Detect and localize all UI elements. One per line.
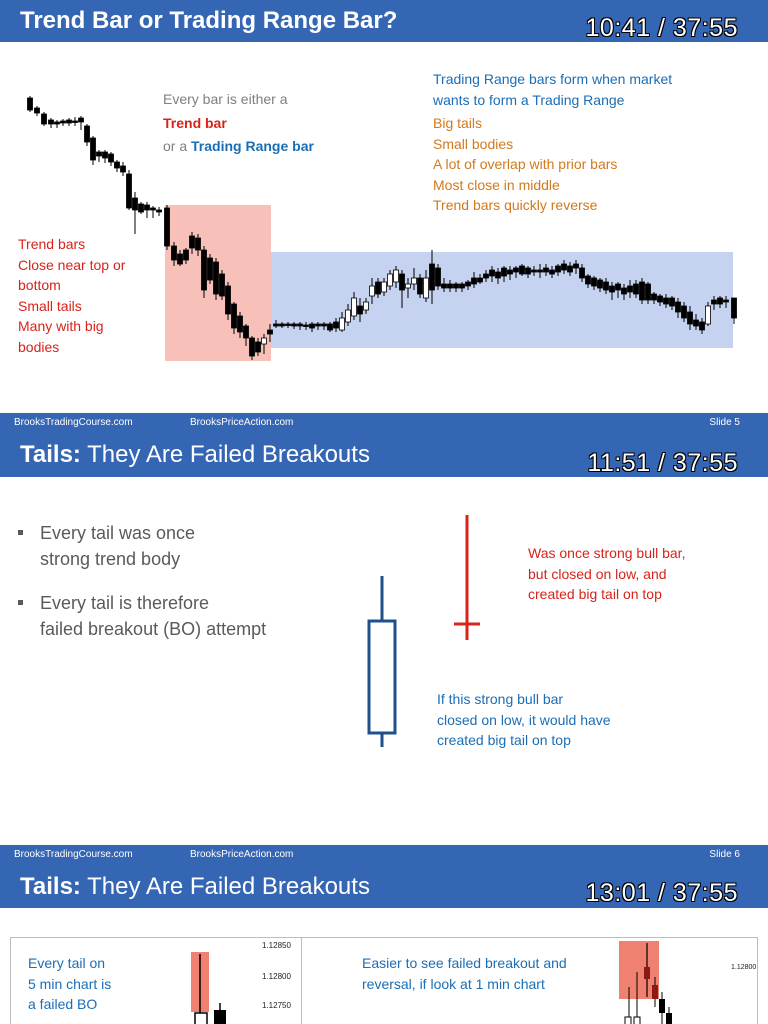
candle-body xyxy=(472,278,477,284)
candle-body xyxy=(316,324,321,326)
candle-body xyxy=(97,152,102,156)
candle-body xyxy=(109,154,114,162)
bullet-item xyxy=(18,520,266,572)
candle-body xyxy=(226,286,231,314)
trend-point: Close near top or xyxy=(18,256,126,273)
candle-body xyxy=(682,306,687,318)
candle-body xyxy=(454,284,459,288)
candle-body xyxy=(157,210,162,212)
candle-body xyxy=(208,258,213,280)
candle-body xyxy=(622,288,627,294)
candle-body xyxy=(370,286,375,296)
video-timer: 11:51 / 37:55 xyxy=(587,449,738,477)
bullet-marker xyxy=(18,530,23,535)
tr-heading-line: Trading Range bars form when market xyxy=(433,71,673,87)
video-timer: 10:41 / 37:55 xyxy=(585,14,738,42)
candle-body xyxy=(127,174,132,208)
title-bold: Tails: xyxy=(20,441,81,468)
candle-body xyxy=(514,268,519,272)
candle-body xyxy=(196,238,201,250)
bullet-item xyxy=(18,590,266,642)
slide-number: Slide 5 xyxy=(709,417,740,428)
candle-body xyxy=(184,250,189,260)
candle-body xyxy=(232,304,237,328)
trend-point: Small tails xyxy=(18,297,82,314)
note-line: closed on low, it would have xyxy=(437,711,611,728)
candle-body xyxy=(190,236,195,248)
candle-body xyxy=(352,298,357,316)
candle-body xyxy=(298,324,303,326)
note-line: a failed BO xyxy=(28,996,98,1012)
candle-body xyxy=(634,284,639,294)
trading-range-bar-label: Trading Range bar xyxy=(191,138,314,154)
note-line: If this strong bull bar xyxy=(437,691,564,707)
slide-7-title-bar xyxy=(0,865,768,908)
candle-body xyxy=(406,284,411,288)
candle-body xyxy=(238,316,243,332)
trading-range-points xyxy=(433,113,617,216)
candle-body xyxy=(151,208,156,210)
candle-body xyxy=(274,324,279,326)
candle-body xyxy=(286,324,291,326)
candle-body xyxy=(706,306,711,324)
candle-body xyxy=(732,298,737,318)
candle-body xyxy=(103,152,108,158)
candle-body xyxy=(424,278,429,298)
candle-body xyxy=(670,298,675,306)
candle-body xyxy=(55,122,60,124)
candle-body xyxy=(700,322,705,330)
candle-body xyxy=(659,999,665,1013)
bullet-line: failed breakout (BO) attempt xyxy=(40,619,267,639)
candle-body xyxy=(442,284,447,288)
candle-body xyxy=(334,322,339,328)
slide-5-footer xyxy=(0,413,768,433)
candle-body xyxy=(42,114,47,124)
candle-body xyxy=(412,278,417,284)
candle-body xyxy=(67,120,72,123)
candle-body xyxy=(165,208,170,246)
price-label: 1.12850 xyxy=(262,941,291,950)
candle-body xyxy=(598,280,603,288)
price-label: 1.12800 xyxy=(731,964,757,971)
candle-body xyxy=(310,324,315,328)
candle-body xyxy=(202,250,207,290)
candle-body xyxy=(268,330,273,334)
candle-body xyxy=(644,967,650,979)
candle-body xyxy=(214,1010,226,1024)
candle-body xyxy=(502,268,507,276)
bullet-line: Every tail is therefore xyxy=(40,593,210,613)
candle-body xyxy=(115,162,120,168)
candle-body xyxy=(634,1017,640,1024)
candle-body xyxy=(430,264,435,290)
candle-body xyxy=(364,302,369,310)
slide-6-title xyxy=(20,441,370,469)
candle-body xyxy=(79,118,84,122)
five-min-note xyxy=(28,953,111,1015)
slide-6-footer xyxy=(0,845,768,865)
candle-body xyxy=(496,272,501,278)
candle-body xyxy=(195,1013,207,1024)
candle-body xyxy=(574,264,579,268)
footer-site-2: BrooksPriceAction.com xyxy=(190,417,294,428)
chart-divider xyxy=(301,937,302,1024)
bullet-line: strong trend body xyxy=(40,549,181,569)
candle-body xyxy=(178,254,183,264)
footer-site-1: BrooksTradingCourse.com xyxy=(14,849,133,860)
candle-body xyxy=(526,268,531,274)
candle-body xyxy=(532,270,537,272)
candle-body xyxy=(256,342,261,352)
candle-body xyxy=(508,270,513,274)
candle-body xyxy=(388,274,393,286)
candle-body xyxy=(666,1013,672,1024)
red-candle-note xyxy=(528,543,685,605)
title-rest: They Are Failed Breakouts xyxy=(80,873,370,900)
candle-body xyxy=(484,274,489,278)
candle-body xyxy=(592,278,597,286)
candle-body xyxy=(133,198,138,210)
bullet-line: Every tail was once xyxy=(40,523,196,543)
slide-5-title: Trend Bar or Trading Range Bar? xyxy=(20,7,398,34)
note-line: but closed on low, and xyxy=(528,565,667,582)
candle-body xyxy=(244,326,249,338)
note-line: Was once strong bull bar, xyxy=(528,545,686,561)
candle-body xyxy=(250,338,255,356)
candle-body xyxy=(712,300,717,304)
candle-body xyxy=(85,126,90,142)
candle-body xyxy=(556,266,561,272)
candle-body xyxy=(628,286,633,292)
bullet-marker xyxy=(18,600,23,605)
trend-point: bodies xyxy=(18,338,60,355)
candle-body xyxy=(382,282,387,292)
trend-bar-label: Trend bar xyxy=(163,115,227,131)
footer-site-2: BrooksPriceAction.com xyxy=(190,849,294,860)
candle-body xyxy=(538,270,543,272)
candle-body xyxy=(322,324,327,326)
candle-body xyxy=(292,324,297,326)
candle-body xyxy=(121,166,126,172)
tr-point: Trend bars quickly reverse xyxy=(433,197,598,213)
candle-body xyxy=(220,274,225,296)
tr-point: Most close in middle xyxy=(433,176,560,193)
candle-body xyxy=(490,270,495,276)
note-line: Easier to see failed breakout and xyxy=(362,955,567,971)
candle-body xyxy=(28,98,33,110)
trading-range-heading xyxy=(433,69,672,110)
note-line: reversal, if look at 1 min chart xyxy=(362,975,545,992)
candle-body xyxy=(61,121,66,123)
candle-body xyxy=(340,318,345,330)
slide-7-title xyxy=(20,873,370,901)
candle-body xyxy=(568,266,573,272)
candle-body xyxy=(214,262,219,294)
note-line: created big tail on top xyxy=(528,586,662,602)
or-a-text: or a xyxy=(163,138,192,154)
slide-5-title-bar xyxy=(0,0,768,42)
note-line: Every tail on xyxy=(28,955,106,971)
candle-body xyxy=(448,284,453,288)
candle-body xyxy=(358,306,363,314)
candle-body xyxy=(625,1017,631,1024)
candle-body xyxy=(658,296,663,302)
candle-body xyxy=(610,286,615,292)
candle-body xyxy=(436,268,441,286)
tr-heading-line: wants to form a Trading Range xyxy=(433,91,625,108)
price-label: 1.12800 xyxy=(262,972,291,981)
trend-bar-points xyxy=(18,234,125,357)
candle-body xyxy=(646,284,651,300)
blue-candle-note xyxy=(437,689,611,751)
slide-7 xyxy=(0,865,768,1024)
tr-point: Big tails xyxy=(433,115,483,131)
candle-body xyxy=(640,282,645,300)
candle-body xyxy=(676,302,681,312)
candle-body xyxy=(145,205,150,210)
slide-6 xyxy=(0,433,768,868)
candle-body xyxy=(478,278,483,282)
candle-body xyxy=(562,264,567,270)
trend-point: Trend bars xyxy=(18,236,86,252)
trend-point: bottom xyxy=(18,277,61,293)
candle-body xyxy=(49,120,54,124)
candle-body xyxy=(586,276,591,284)
note-line: created big tail on top xyxy=(437,732,571,748)
bullet-list xyxy=(18,520,266,660)
blue-candle-body xyxy=(369,621,395,733)
candle-body xyxy=(394,270,399,282)
candle-body xyxy=(418,278,423,294)
candle-body xyxy=(580,268,585,278)
footer-site-1: BrooksTradingCourse.com xyxy=(14,417,133,428)
candle-body xyxy=(652,985,658,999)
candle-body xyxy=(694,320,699,326)
candle-body xyxy=(346,310,351,322)
title-rest: They Are Failed Breakouts xyxy=(80,441,370,468)
candle-body xyxy=(280,324,285,326)
candle-body xyxy=(688,312,693,324)
one-min-chart xyxy=(615,937,695,1024)
slide-number: Slide 6 xyxy=(709,849,740,860)
candle-body xyxy=(520,266,525,274)
candle-body xyxy=(466,282,471,286)
every-bar-text: Every bar is either a xyxy=(163,91,288,107)
candle-body xyxy=(376,282,381,294)
candle-body xyxy=(304,325,309,327)
trading-range-line xyxy=(163,136,314,157)
tr-point: A lot of overlap with prior bars xyxy=(433,156,618,172)
candle-body xyxy=(724,300,729,302)
slide-5 xyxy=(0,0,768,437)
candle-body xyxy=(172,246,177,260)
candle-body xyxy=(664,298,669,304)
candle-body xyxy=(550,270,555,274)
candle-body xyxy=(328,324,333,330)
candle-body xyxy=(400,274,405,290)
tr-point: Small bodies xyxy=(433,135,514,152)
candle-body xyxy=(652,294,657,300)
candle-body xyxy=(91,138,96,160)
slide-6-title-bar xyxy=(0,433,768,477)
candle-body xyxy=(718,298,723,304)
title-bold: Tails: xyxy=(20,873,81,900)
candle-body xyxy=(35,108,40,113)
price-label: 1.12750 xyxy=(262,1001,291,1010)
candle-body xyxy=(139,204,144,212)
candle-body xyxy=(73,121,78,123)
video-timer: 13:01 / 37:55 xyxy=(585,879,738,907)
candle-body xyxy=(544,268,549,272)
candle-body xyxy=(604,282,609,290)
candle-body xyxy=(262,338,267,344)
candle-body xyxy=(460,284,465,288)
one-min-note xyxy=(362,953,567,994)
candle-body xyxy=(616,284,621,290)
trend-point: Many with big xyxy=(18,318,104,334)
note-line: 5 min chart is xyxy=(28,975,112,992)
